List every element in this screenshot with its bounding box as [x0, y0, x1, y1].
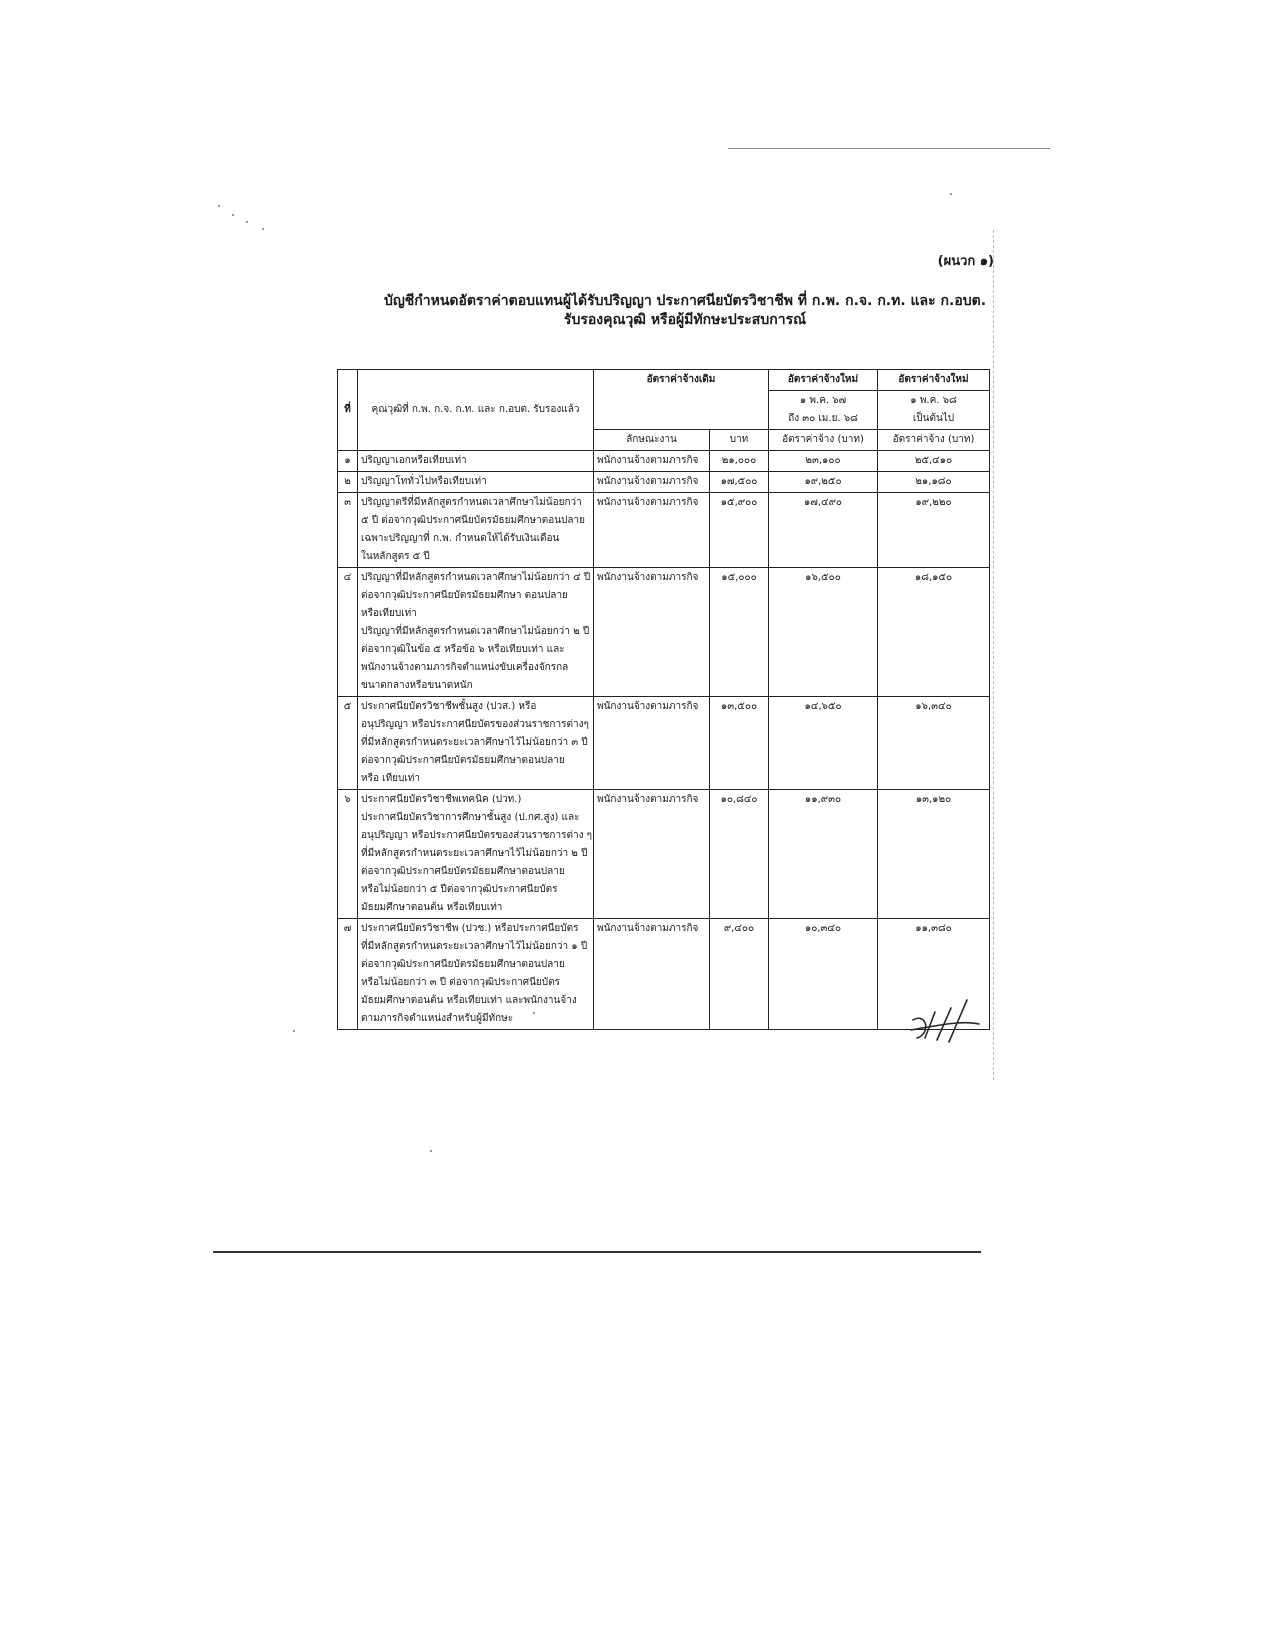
header-qualification: คุณวุฒิที่ ก.พ. ก.จ. ก.ท. และ ก.อบต. รับรองแล้ว	[358, 370, 594, 451]
row-no: ๑	[338, 451, 358, 472]
table-row	[338, 472, 990, 493]
row-no: ๒	[338, 472, 358, 493]
row-rate-68: ๑๙,๒๒๐	[878, 493, 990, 568]
period-end-68: ถึง ๓๐ เม.ย. ๖๘	[788, 413, 858, 424]
header-no: ที่	[338, 370, 358, 451]
qualification-line: ปริญญาเอกหรือเทียบเท่า	[361, 455, 467, 466]
row-job-type: พนักงานจ้างตามภารกิจ	[594, 493, 710, 568]
row-rate-67: ๑๔,๖๕๐	[769, 697, 878, 790]
scan-speck	[218, 205, 220, 207]
qualification-line: หรือ เทียบเท่า	[361, 773, 420, 784]
header-old-rate: อัตราค่าจ้างเดิม	[594, 370, 769, 430]
qualification-line: ปริญญาที่มีหลักสูตรกำหนดเวลาศึกษาไม่น้อยกว่า ๔ ปี	[361, 572, 591, 583]
row-job-type: พนักงานจ้างตามภารกิจ	[594, 472, 710, 493]
row-rate-67: ๑๖,๕๐๐	[769, 568, 878, 697]
row-old-baht: ๙,๔๐๐	[710, 919, 769, 1030]
scan-speck	[430, 1150, 432, 1152]
header-baht: บาท	[710, 430, 769, 451]
row-no: ๔	[338, 568, 358, 697]
row-qualification	[358, 451, 594, 472]
qualification-line: ประกาศนียบัตรวิชาชีพเทคนิค (ปวท.)	[361, 794, 522, 805]
table-row	[338, 697, 990, 790]
qualification-line: หรือไม่น้อยกว่า ๓ ปี ต่อจากวุฒิประกาศนียบัตร	[361, 977, 560, 988]
row-job-type: พนักงานจ้างตามภารกิจ	[594, 790, 710, 919]
row-rate-67: ๑๗,๔๙๐	[769, 493, 878, 568]
row-job-type: พนักงานจ้างตามภารกิจ	[594, 451, 710, 472]
row-rate-67: ๑๐,๓๔๐	[769, 919, 878, 1030]
row-old-baht: ๒๑,๐๐๐	[710, 451, 769, 472]
qualification-line: ประกาศนียบัตรวิชาชีพ (ปวช.) หรือประกาศนียบัตร	[361, 923, 579, 934]
row-job-type: พนักงานจ้างตามภารกิจ	[594, 919, 710, 1030]
qualification-line: ขนาดกลางหรือขนาดหนัก	[361, 680, 473, 691]
table-row	[338, 568, 990, 697]
qualification-line: หรือเทียบเท่า	[361, 608, 417, 619]
qualification-line: ตามภารกิจตำแหน่งสำหรับผู้มีทักษะ	[361, 1013, 514, 1024]
row-rate-67: ๑๙,๒๕๐	[769, 472, 878, 493]
qualification-line: ต่อจากวุฒิประกาศนียบัตรมัธยมศึกษาตอนปลาย	[361, 755, 565, 766]
qualification-line: ปริญญาที่มีหลักสูตรกำหนดเวลาศึกษาไม่น้อยกว่า ๒ ปี	[361, 626, 590, 637]
annex-label: (ผนวก ๑)	[937, 254, 994, 269]
row-qualification	[358, 790, 594, 919]
row-no: ๓	[338, 493, 358, 568]
qualification-line: ที่มีหลักสูตรกำหนดระยะเวลาศึกษาไว้ไม่น้อยกว่า ๒ ปี	[361, 848, 588, 859]
row-rate-68: ๒๑,๑๘๐	[878, 472, 990, 493]
row-old-baht: ๑๓,๕๐๐	[710, 697, 769, 790]
header-new-rate-1-unit: อัตราค่าจ้าง (บาท)	[769, 430, 878, 451]
row-qualification	[358, 568, 594, 697]
table-row	[338, 790, 990, 919]
period-onward: เป็นต้นไป	[912, 413, 955, 424]
row-rate-68: ๒๕,๔๑๐	[878, 451, 990, 472]
scan-edge-right	[993, 230, 994, 1080]
row-qualification	[358, 697, 594, 790]
qualification-line: อนุปริญญา หรือประกาศนียบัตรของส่วนราชการต่างๆ	[361, 719, 589, 730]
header-new-rate-2-period	[878, 391, 990, 430]
row-old-baht: ๑๕,๐๐๐	[710, 568, 769, 697]
header-new-rate-1-period	[769, 391, 878, 430]
title-line-1: บัญชีกำหนดอัตราค่าตอบแทนผู้ได้รับปริญญา ประกาศนียบัตรวิชาชีพ ที่ ก.พ. ก.จ. ก.ท. และ ก.อบต.	[383, 293, 987, 309]
document-title	[380, 292, 990, 330]
qualification-line: หรือไม่น้อยกว่า ๕ ปีต่อจากวุฒิประกาศนียบัตร	[361, 884, 558, 895]
scan-speck	[246, 221, 248, 223]
qualification-line: มัธยมศึกษาตอนต้น หรือเทียบเท่า	[361, 902, 503, 913]
scan-speck	[232, 214, 234, 216]
qualification-line: ปริญญาโททั่วไปหรือเทียบเท่า	[361, 476, 487, 487]
scan-line-bottom	[213, 1251, 981, 1253]
row-qualification	[358, 493, 594, 568]
header-new-rate-2: อัตราค่าจ้างใหม่	[878, 370, 990, 391]
qualification-line: มัธยมศึกษาตอนต้น หรือเทียบเท่า และพนักงานจ้าง	[361, 995, 577, 1006]
row-rate-68: ๑๖,๓๔๐	[878, 697, 990, 790]
qualification-line: ปริญญาตรีที่มีหลักสูตรกำหนดเวลาศึกษาไม่น้อยกว่า	[361, 497, 582, 508]
scan-speck	[293, 1030, 295, 1032]
wage-rate-table	[337, 369, 990, 1030]
qualification-line: ต่อจากวุฒิประกาศนียบัตรมัธยมศึกษา ตอนปลาย	[361, 590, 568, 601]
row-rate-68: ๑๓,๑๒๐	[878, 790, 990, 919]
table-row	[338, 493, 990, 568]
handwritten-signature	[905, 990, 985, 1050]
row-old-baht: ๑๐,๘๔๐	[710, 790, 769, 919]
row-no: ๖	[338, 790, 358, 919]
row-job-type: พนักงานจ้างตามภารกิจ	[594, 568, 710, 697]
qualification-line: พนักงานจ้างตามภารกิจตำแหน่งขับเครื่องจักรกล	[361, 662, 569, 673]
row-rate-67: ๑๑,๙๓๐	[769, 790, 878, 919]
table-row	[338, 919, 990, 1030]
qualification-line: ที่มีหลักสูตรกำหนดระยะเวลาศึกษาไว้ไม่น้อยกว่า ๓ ปี	[361, 737, 588, 748]
row-qualification	[358, 919, 594, 1030]
qualification-line: ในหลักสูตร ๕ ปี	[361, 551, 430, 562]
table-row	[338, 451, 990, 472]
row-rate-68: ๑๘,๑๕๐	[878, 568, 990, 697]
scan-speck	[262, 228, 264, 230]
row-old-baht: ๑๕,๙๐๐	[710, 493, 769, 568]
qualification-line: ประกาศนียบัตรวิชาการศึกษาชั้นสูง (ป.กศ.สูง) และ	[361, 812, 580, 823]
period-start-67: ๑ พ.ค. ๖๗	[799, 395, 847, 406]
qualification-line: อนุปริญญา หรือประกาศนียบัตรของส่วนราชการต่าง ๆ	[361, 830, 593, 841]
qualification-line: ต่อจากวุฒิประกาศนียบัตรมัธยมศึกษาตอนปลาย	[361, 866, 565, 877]
row-qualification	[358, 472, 594, 493]
header-new-rate-2-unit: อัตราค่าจ้าง (บาท)	[878, 430, 990, 451]
qualification-line: ต่อจากวุฒิในข้อ ๕ หรือข้อ ๖ หรือเทียบเท่า และ	[361, 644, 565, 655]
qualification-line: ประกาศนียบัตรวิชาชีพชั้นสูง (ปวส.) หรือ	[361, 701, 537, 712]
row-rate-68: ๑๑,๓๘๐	[878, 919, 990, 1030]
title-line-2: รับรองคุณวุฒิ หรือผู้มีทักษะประสบการณ์	[563, 312, 807, 328]
row-no: ๗	[338, 919, 358, 1030]
qualification-line: ต่อจากวุฒิประกาศนียบัตรมัธยมศึกษาตอนปลาย	[361, 959, 565, 970]
row-job-type: พนักงานจ้างตามภารกิจ	[594, 697, 710, 790]
header-job-type: ลักษณะงาน	[594, 430, 710, 451]
period-start-68: ๑ พ.ค. ๖๘	[910, 395, 957, 406]
row-rate-67: ๒๓,๑๐๐	[769, 451, 878, 472]
row-old-baht: ๑๗,๕๐๐	[710, 472, 769, 493]
qualification-line: ๕ ปี ต่อจากวุฒิประกาศนียบัตรมัธยมศึกษาตอนปลาย	[361, 515, 586, 526]
qualification-line: ที่มีหลักสูตรกำหนดระยะเวลาศึกษาไว้ไม่น้อยกว่า ๑ ปี	[361, 941, 588, 952]
qualification-line: เฉพาะปริญญาที่ ก.พ. กำหนดให้ได้รับเงินเดือน	[361, 533, 560, 544]
scan-line-top	[728, 148, 1050, 149]
row-no: ๕	[338, 697, 358, 790]
header-new-rate-1: อัตราค่าจ้างใหม่	[769, 370, 878, 391]
scan-speck	[950, 193, 952, 195]
